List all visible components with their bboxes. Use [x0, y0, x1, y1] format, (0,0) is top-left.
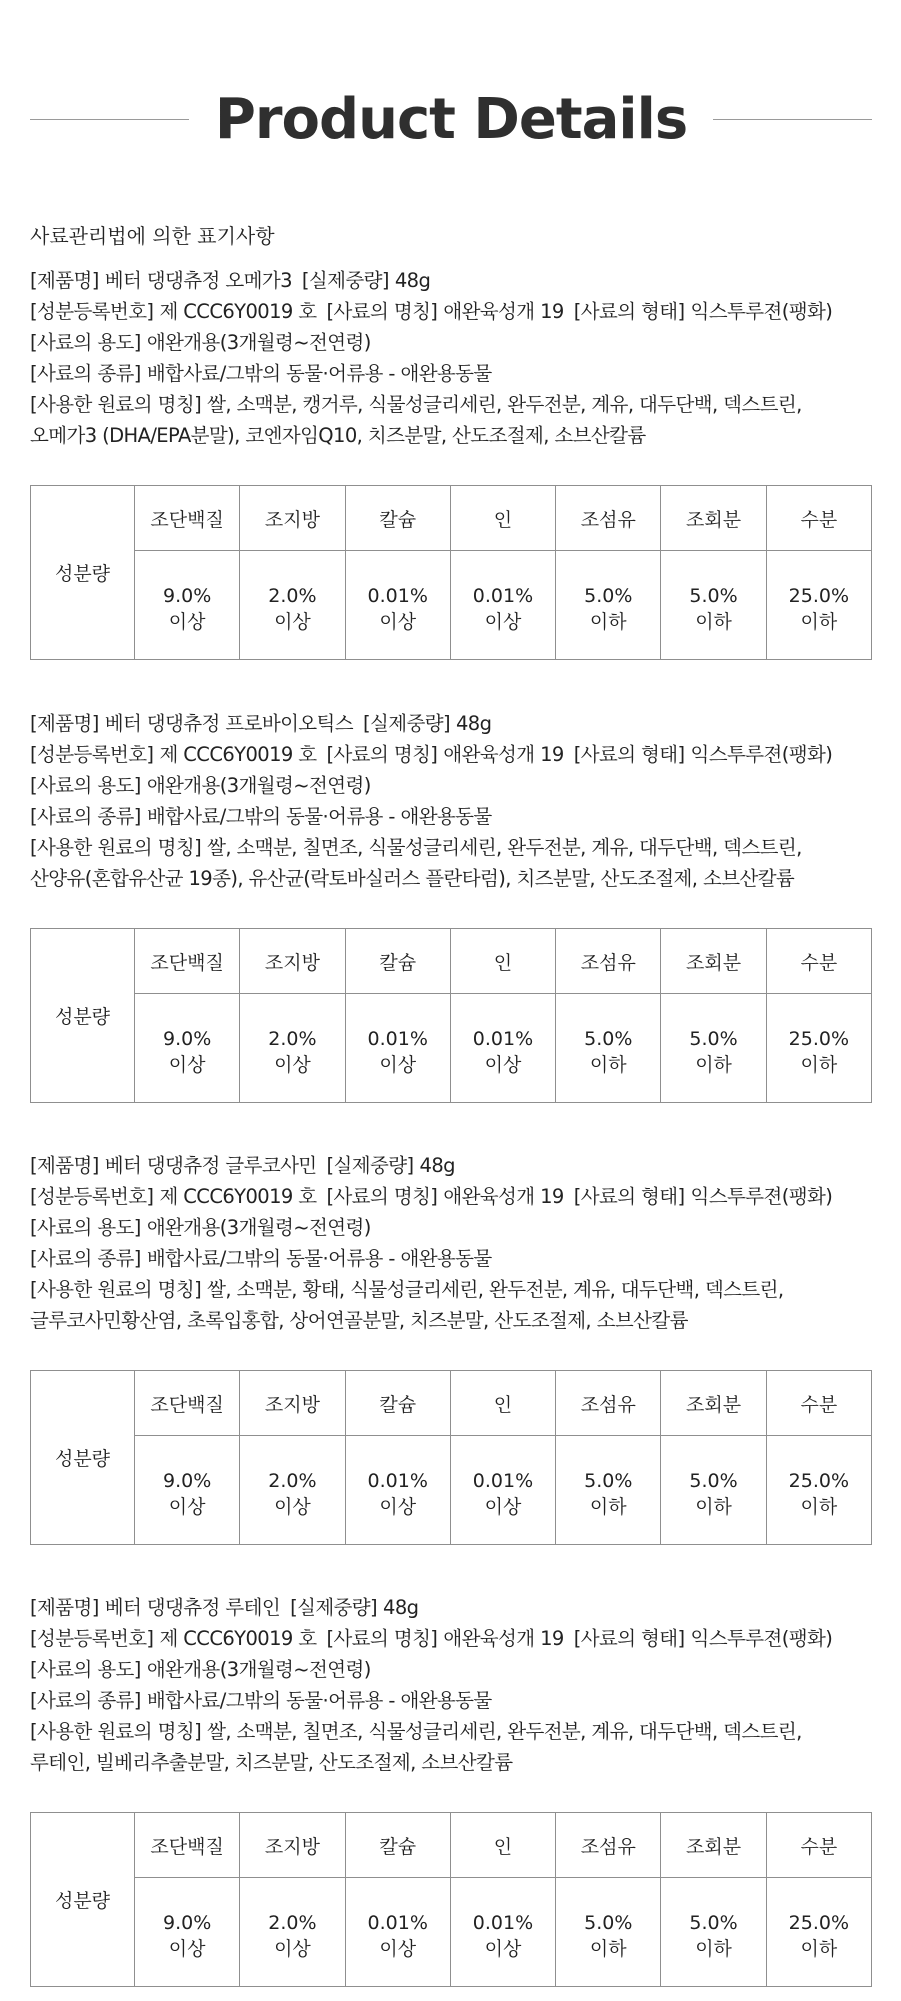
- nutrient-qualifier: 이하: [695, 1938, 732, 1960]
- nutrient-value-cell: [556, 1436, 661, 1545]
- ingredients-line: [30, 1274, 872, 1305]
- nutrient-value-cell: [556, 551, 661, 660]
- nutrient-qualifier: 이상: [168, 611, 206, 633]
- weight-label: [실제중량]: [290, 1596, 378, 1619]
- feed-form-value: 익스투루젼(팽화): [690, 743, 833, 766]
- feed-type-label: [사료의 종류]: [30, 1247, 141, 1270]
- product-name-label: [제품명]: [30, 269, 99, 292]
- nutrient-amount: 9.0%: [163, 585, 212, 607]
- feed-name-value: 애완육성개 19: [443, 300, 564, 323]
- nutrient-qualifier: 이상: [379, 1938, 417, 1960]
- nutrient-qualifier: 이상: [379, 1054, 417, 1076]
- feed-form-value: 익스투루젼(팽화): [690, 1627, 833, 1650]
- feed-name-label: [사료의 명칭]: [326, 743, 438, 766]
- nutrient-header: 수분: [766, 929, 871, 994]
- nutrient-header: 인: [450, 1371, 555, 1436]
- nutrient-amount: 25.0%: [788, 1470, 850, 1492]
- feed-name-label: [사료의 명칭]: [326, 300, 438, 323]
- feed-type-value: 배합사료/그밖의 동물·어류용 - 애완용동물: [146, 1689, 492, 1712]
- feed-type-line: [30, 1243, 872, 1274]
- usage-label: [사료의 용도]: [30, 1216, 141, 1239]
- feed-name-value: 애완육성개 19: [443, 743, 564, 766]
- nutrient-amount: 9.0%: [163, 1912, 212, 1934]
- weight-value: 48g: [394, 269, 431, 292]
- page-title: Product Details: [214, 86, 688, 152]
- nutrient-table: [30, 928, 872, 1103]
- nutrient-value-cell: [240, 994, 345, 1103]
- nutrient-header-row: [31, 929, 872, 994]
- nutrient-table: [30, 1812, 872, 1987]
- nutrient-amount: 2.0%: [268, 1470, 317, 1492]
- nutrient-value-cell: [450, 994, 555, 1103]
- product-name-line: [30, 1592, 872, 1623]
- registration-value: 제 CCC6Y0019 호: [159, 1185, 317, 1208]
- ingredients-line: [30, 1716, 872, 1747]
- usage-line: [30, 1212, 872, 1243]
- nutrient-header: 조회분: [661, 929, 766, 994]
- registration-line: [30, 1623, 872, 1654]
- nutrient-qualifier: 이상: [379, 611, 417, 633]
- nutrient-header-row: [31, 486, 872, 551]
- product-name-label: [제품명]: [30, 1154, 99, 1177]
- registration-label: [성분등록번호]: [30, 1185, 154, 1208]
- nutrient-amount: 2.0%: [268, 1028, 317, 1050]
- usage-line: [30, 1654, 872, 1685]
- registration-value: 제 CCC6Y0019 호: [159, 743, 317, 766]
- product-section: [30, 1150, 872, 1518]
- product-name: 베터 댕댕츄정 루테인: [104, 1596, 281, 1619]
- nutrient-value-cell: [556, 1878, 661, 1987]
- weight-label: [실제중량]: [326, 1154, 414, 1177]
- nutrient-amount: 2.0%: [268, 585, 317, 607]
- nutrient-qualifier: 이상: [168, 1496, 206, 1518]
- feed-type-label: [사료의 종류]: [30, 362, 141, 385]
- nutrient-amount: 0.01%: [472, 1912, 534, 1934]
- nutrient-amount: 25.0%: [788, 585, 850, 607]
- feed-type-value: 배합사료/그밖의 동물·어류용 - 애완용동물: [146, 1247, 492, 1270]
- product-name-line: [30, 265, 872, 296]
- nutrient-amount: 0.01%: [367, 1912, 428, 1934]
- nutrient-header: 조회분: [661, 486, 766, 551]
- nutrient-qualifier: 이하: [800, 1496, 838, 1518]
- ingredients-text: 쌀, 소맥분, 캥거루, 식물성글리세린, 완두전분, 계유, 대두단백, 덱스트린,: [207, 393, 802, 416]
- nutrient-amount: 0.01%: [472, 585, 534, 607]
- feed-type-line: [30, 358, 872, 389]
- nutrient-value-row: [31, 994, 872, 1103]
- nutrient-qualifier: 이하: [589, 1938, 627, 1960]
- weight-value: 48g: [383, 1596, 419, 1619]
- nutrient-header: 조섬유: [556, 929, 661, 994]
- nutrient-value-cell: [766, 1878, 871, 1987]
- nutrient-value-cell: [240, 1436, 345, 1545]
- nutrient-header: 수분: [766, 1813, 871, 1878]
- nutrient-value-cell: [661, 551, 766, 660]
- registration-line: [30, 1181, 872, 1212]
- nutrient-value-cell: [661, 1436, 766, 1545]
- nutrient-qualifier: 이상: [484, 611, 522, 633]
- nutrient-value-cell: [450, 1878, 555, 1987]
- nutrient-amount: 25.0%: [788, 1912, 850, 1934]
- nutrient-amount: 0.01%: [472, 1470, 534, 1492]
- nutrient-qualifier: 이상: [274, 611, 311, 633]
- intro-text: 사료관리법에 의한 표기사항: [30, 224, 275, 248]
- nutrient-value-cell: [661, 1878, 766, 1987]
- feed-form-label: [사료의 형태]: [573, 1185, 685, 1208]
- nutrient-value-cell: [135, 1878, 240, 1987]
- nutrient-qualifier: 이상: [168, 1938, 206, 1960]
- nutrient-value-row: [31, 551, 872, 660]
- nutrient-header: 조단백질: [135, 486, 240, 551]
- nutrient-value-cell: [450, 1436, 555, 1545]
- nutrient-value-cell: [556, 994, 661, 1103]
- nutrient-qualifier: 이상: [484, 1496, 522, 1518]
- nutrient-amount: 25.0%: [788, 1028, 850, 1050]
- nutrient-value-cell: [345, 1878, 450, 1987]
- registration-line: [30, 296, 872, 327]
- nutrient-header: 조단백질: [135, 1371, 240, 1436]
- nutrient-qualifier: 이하: [589, 611, 627, 633]
- usage-value: 애완개용(3개월령~전연령): [146, 331, 371, 354]
- product-info: [30, 1592, 872, 1778]
- feed-type-label: [사료의 종류]: [30, 1689, 141, 1712]
- product-name-label: [제품명]: [30, 712, 99, 735]
- registration-label: [성분등록번호]: [30, 300, 154, 323]
- nutrient-row-label: 성분량: [31, 1371, 135, 1545]
- registration-value: 제 CCC6Y0019 호: [159, 1627, 317, 1650]
- product-info: [30, 1150, 872, 1336]
- feed-type-line: [30, 801, 872, 832]
- usage-label: [사료의 용도]: [30, 331, 141, 354]
- nutrient-amount: 5.0%: [689, 585, 738, 607]
- nutrient-row-label: 성분량: [31, 929, 135, 1103]
- nutrient-qualifier: 이상: [274, 1054, 311, 1076]
- ingredients-continued: 글루코사민황산염, 초록입홍합, 상어연골분말, 치즈분말, 산도조절제, 소브산칼륨: [30, 1309, 688, 1332]
- nutrient-amount: 5.0%: [689, 1028, 738, 1050]
- nutrient-header: 칼슘: [345, 486, 450, 551]
- nutrient-value-cell: [661, 994, 766, 1103]
- nutrient-value-cell: [135, 551, 240, 660]
- ingredients-label: [사용한 원료의 명칭]: [30, 1720, 202, 1743]
- nutrient-qualifier: 이상: [274, 1938, 311, 1960]
- nutrient-qualifier: 이상: [484, 1938, 522, 1960]
- ingredients-label: [사용한 원료의 명칭]: [30, 836, 202, 859]
- nutrient-value-cell: [135, 1436, 240, 1545]
- nutrient-qualifier: 이상: [379, 1496, 417, 1518]
- nutrient-qualifier: 이하: [695, 1496, 732, 1518]
- nutrient-qualifier: 이하: [589, 1496, 627, 1518]
- nutrient-row-label: 성분량: [31, 486, 135, 660]
- nutrient-header: 조섬유: [556, 486, 661, 551]
- registration-line: [30, 739, 872, 770]
- weight-label: [실제중량]: [363, 712, 450, 735]
- nutrient-header: 칼슘: [345, 1813, 450, 1878]
- nutrient-amount: 5.0%: [584, 1028, 633, 1050]
- nutrient-amount: 5.0%: [584, 585, 633, 607]
- nutrient-header: 조지방: [240, 1813, 345, 1878]
- feed-name-value: 애완육성개 19: [443, 1185, 564, 1208]
- product-name: 베터 댕댕츄정 오메가3: [104, 269, 292, 292]
- product-name: 베터 댕댕츄정 글루코사민: [104, 1154, 317, 1177]
- nutrient-qualifier: 이상: [484, 1054, 522, 1076]
- nutrient-amount: 0.01%: [472, 1028, 534, 1050]
- product-name-label: [제품명]: [30, 1596, 99, 1619]
- nutrient-amount: 0.01%: [367, 1028, 428, 1050]
- feed-name-value: 애완육성개 19: [443, 1627, 564, 1650]
- nutrient-amount: 5.0%: [584, 1912, 633, 1934]
- nutrient-value-cell: [345, 551, 450, 660]
- ingredients-text: 쌀, 소맥분, 칠면조, 식물성글리세린, 완두전분, 계유, 대두단백, 덱스트린,: [207, 1720, 802, 1743]
- nutrient-table: [30, 1370, 872, 1545]
- feed-form-value: 익스투루젼(팽화): [690, 300, 833, 323]
- nutrient-header-row: [31, 1813, 872, 1878]
- usage-value: 애완개용(3개월령~전연령): [146, 774, 371, 797]
- nutrient-header: 조단백질: [135, 1813, 240, 1878]
- nutrient-amount: 5.0%: [689, 1470, 738, 1492]
- feed-form-label: [사료의 형태]: [573, 1627, 685, 1650]
- registration-label: [성분등록번호]: [30, 1627, 154, 1650]
- product-info: [30, 708, 872, 894]
- feed-name-label: [사료의 명칭]: [326, 1627, 438, 1650]
- nutrient-header: 조회분: [661, 1813, 766, 1878]
- nutrient-header: 조섬유: [556, 1371, 661, 1436]
- nutrient-value-cell: [345, 994, 450, 1103]
- nutrient-value-cell: [240, 1878, 345, 1987]
- product-section: [30, 708, 872, 1076]
- nutrient-qualifier: 이하: [589, 1054, 627, 1076]
- nutrient-header: 칼슘: [345, 929, 450, 994]
- registration-label: [성분등록번호]: [30, 743, 154, 766]
- nutrient-amount: 9.0%: [163, 1470, 212, 1492]
- nutrient-value-row: [31, 1878, 872, 1987]
- nutrient-amount: 5.0%: [584, 1470, 633, 1492]
- product-section: [30, 265, 872, 633]
- weight-value: 48g: [455, 712, 492, 735]
- usage-line: [30, 327, 872, 358]
- ingredients-continued: 루테인, 빌베리추출분말, 치즈분말, 산도조절제, 소브산칼륨: [30, 1751, 513, 1774]
- feed-form-label: [사료의 형태]: [573, 300, 685, 323]
- nutrient-header: 조단백질: [135, 929, 240, 994]
- nutrient-amount: 9.0%: [163, 1028, 212, 1050]
- nutrient-amount: 0.01%: [367, 585, 428, 607]
- feed-form-value: 익스투루젼(팽화): [690, 1185, 833, 1208]
- product-info: [30, 265, 872, 451]
- ingredients-text: 쌀, 소맥분, 칠면조, 식물성글리세린, 완두전분, 계유, 대두단백, 덱스트린,: [207, 836, 802, 859]
- usage-label: [사료의 용도]: [30, 1658, 141, 1681]
- nutrient-header: 수분: [766, 1371, 871, 1436]
- nutrient-value-cell: [240, 551, 345, 660]
- nutrient-qualifier: 이하: [695, 611, 732, 633]
- usage-line: [30, 770, 872, 801]
- nutrient-header: 조지방: [240, 486, 345, 551]
- nutrient-value-cell: [450, 551, 555, 660]
- title-divider-left: [30, 119, 189, 120]
- nutrient-value-cell: [135, 994, 240, 1103]
- usage-label: [사료의 용도]: [30, 774, 141, 797]
- nutrient-amount: 2.0%: [268, 1912, 317, 1934]
- title-row: [30, 84, 872, 154]
- feed-type-value: 배합사료/그밖의 동물·어류용 - 애완용동물: [146, 362, 492, 385]
- ingredients-line: [30, 389, 872, 420]
- nutrient-value-cell: [766, 551, 871, 660]
- title-divider-right: [713, 119, 872, 120]
- nutrient-header: 인: [450, 1813, 555, 1878]
- nutrient-value-cell: [766, 1436, 871, 1545]
- weight-label: [실제중량]: [301, 269, 389, 292]
- nutrient-header: 수분: [766, 486, 871, 551]
- nutrient-row-label: 성분량: [31, 1813, 135, 1987]
- nutrient-header: 인: [450, 929, 555, 994]
- nutrient-amount: 5.0%: [689, 1912, 738, 1934]
- nutrient-table: [30, 485, 872, 660]
- nutrient-qualifier: 이하: [695, 1054, 732, 1076]
- nutrient-amount: 0.01%: [367, 1470, 428, 1492]
- feed-form-label: [사료의 형태]: [573, 743, 685, 766]
- nutrient-header-row: [31, 1371, 872, 1436]
- nutrient-value-cell: [766, 994, 871, 1103]
- feed-type-label: [사료의 종류]: [30, 805, 141, 828]
- nutrient-qualifier: 이하: [800, 611, 838, 633]
- feed-type-value: 배합사료/그밖의 동물·어류용 - 애완용동물: [146, 805, 492, 828]
- ingredients-text: 쌀, 소맥분, 황태, 식물성글리세린, 완두전분, 계유, 대두단백, 덱스트린,: [207, 1278, 784, 1301]
- nutrient-qualifier: 이상: [274, 1496, 311, 1518]
- usage-value: 애완개용(3개월령~전연령): [146, 1658, 371, 1681]
- product-section: [30, 1592, 872, 1960]
- nutrient-header: 조섬유: [556, 1813, 661, 1878]
- ingredients-label: [사용한 원료의 명칭]: [30, 393, 202, 416]
- nutrient-qualifier: 이하: [800, 1054, 838, 1076]
- ingredients-continued: 오메가3 (DHA/EPA분말), 코엔자임Q10, 치즈분말, 산도조절제, 소브산칼륨: [30, 424, 646, 447]
- product-name-line: [30, 708, 872, 739]
- product-name: 베터 댕댕츄정 프로바이오틱스: [104, 712, 354, 735]
- ingredients-continued: 산양유(혼합유산균 19종), 유산균(락토바실러스 플란타럼), 치즈분말, 산도조절제, 소브산칼륨: [30, 867, 795, 890]
- nutrient-value-cell: [345, 1436, 450, 1545]
- nutrient-qualifier: 이상: [168, 1054, 206, 1076]
- nutrient-header: 칼슘: [345, 1371, 450, 1436]
- registration-value: 제 CCC6Y0019 호: [159, 300, 317, 323]
- nutrient-header: 인: [450, 486, 555, 551]
- ingredients-line: [30, 832, 872, 863]
- usage-value: 애완개용(3개월령~전연령): [146, 1216, 371, 1239]
- nutrient-header: 조지방: [240, 929, 345, 994]
- feed-type-line: [30, 1685, 872, 1716]
- product-name-line: [30, 1150, 872, 1181]
- nutrient-header: 조지방: [240, 1371, 345, 1436]
- feed-name-label: [사료의 명칭]: [326, 1185, 438, 1208]
- nutrient-qualifier: 이하: [800, 1938, 838, 1960]
- weight-value: 48g: [419, 1154, 455, 1177]
- ingredients-label: [사용한 원료의 명칭]: [30, 1278, 202, 1301]
- nutrient-header: 조회분: [661, 1371, 766, 1436]
- nutrient-value-row: [31, 1436, 872, 1545]
